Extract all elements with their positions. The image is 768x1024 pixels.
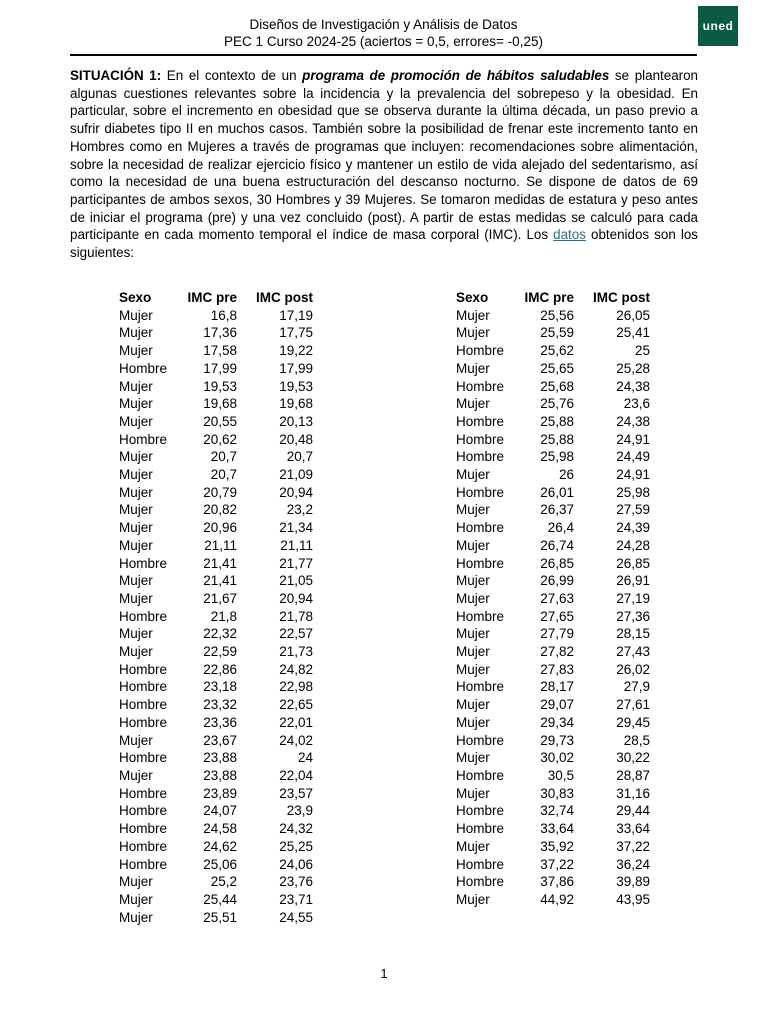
cell-imc-post: 23,71: [279, 891, 313, 907]
table-row: [119, 431, 313, 449]
cell-imc-post: 24,06: [279, 856, 313, 872]
cell-sexo: Hombre: [456, 555, 505, 571]
cell-imc-post: 33,64: [616, 821, 650, 837]
cell-sexo: Hombre: [456, 608, 505, 624]
cell-imc-pre: 35,92: [540, 838, 574, 854]
cell-imc-pre: 28,17: [540, 679, 574, 695]
table-row: [119, 537, 313, 555]
cell-imc-post: 24,02: [279, 732, 313, 748]
table-row: [119, 307, 313, 325]
cell-imc-pre: 25,06: [203, 856, 237, 872]
table-row: [456, 555, 650, 573]
cell-imc-pre: 19,53: [203, 378, 237, 394]
table-row: [119, 342, 313, 360]
cell-imc-post: 27,59: [616, 502, 650, 518]
cell-imc-post: 21,73: [279, 644, 313, 660]
cell-imc-pre: 21,41: [203, 555, 237, 571]
cell-imc-pre: 21,11: [204, 537, 237, 553]
table-row: [456, 891, 650, 909]
cell-imc-post: 21,05: [279, 573, 313, 589]
cell-sexo: Mujer: [119, 378, 153, 394]
cell-imc-post: 30,22: [616, 750, 650, 766]
table-row: [456, 678, 650, 696]
cell-sexo: Mujer: [119, 767, 153, 783]
cell-sexo: Hombre: [456, 732, 505, 748]
cell-imc-pre: 37,86: [540, 874, 574, 890]
cell-imc-post: 22,01: [279, 714, 313, 730]
header-imc-post: IMC post: [256, 290, 313, 305]
cell-imc-pre: 17,36: [203, 325, 237, 341]
cell-sexo: Mujer: [456, 307, 490, 323]
cell-imc-pre: 27,83: [540, 661, 574, 677]
uned-logo: uned: [698, 6, 738, 46]
cell-imc-pre: 22,86: [203, 661, 237, 677]
cell-sexo: Mujer: [119, 484, 153, 500]
cell-sexo: Mujer: [119, 520, 153, 536]
cell-sexo: Hombre: [119, 821, 168, 837]
table-row: [119, 572, 313, 590]
cell-imc-pre: 27,63: [540, 590, 574, 606]
cell-imc-pre: 25,88: [540, 431, 574, 447]
table-row: [119, 856, 313, 874]
cell-imc-post: 20,7: [286, 449, 313, 465]
cell-imc-post: 43,95: [616, 891, 650, 907]
cell-imc-pre: 22,32: [203, 626, 237, 642]
cell-sexo: Mujer: [119, 413, 153, 429]
cell-imc-pre: 26,74: [540, 537, 574, 553]
cell-sexo: Hombre: [119, 661, 168, 677]
intro-part1: En el contexto de un: [161, 68, 303, 83]
table-row: [456, 714, 650, 732]
cell-sexo: Hombre: [456, 449, 505, 465]
cell-sexo: Hombre: [456, 856, 505, 872]
cell-imc-post: 26,91: [616, 573, 650, 589]
table-row: [456, 378, 650, 396]
cell-imc-pre: 44,92: [540, 891, 574, 907]
cell-sexo: Hombre: [456, 821, 505, 837]
cell-sexo: Hombre: [119, 431, 168, 447]
cell-imc-post: 23,2: [286, 502, 313, 518]
table-row: [456, 838, 650, 856]
cell-imc-post: 28,15: [616, 626, 650, 642]
cell-imc-post: 20,13: [279, 413, 313, 429]
table-row: [119, 413, 313, 431]
cell-imc-post: 26,02: [616, 661, 650, 677]
cell-imc-post: 20,48: [279, 431, 313, 447]
cell-sexo: Mujer: [456, 644, 490, 660]
cell-sexo: Mujer: [119, 732, 153, 748]
cell-imc-post: 23,76: [279, 874, 313, 890]
cell-sexo: Mujer: [456, 325, 490, 341]
cell-imc-post: 23,9: [286, 803, 313, 819]
cell-imc-post: 36,24: [616, 856, 650, 872]
cell-sexo: Mujer: [456, 467, 490, 483]
cell-imc-pre: 29,07: [540, 697, 574, 713]
cell-imc-pre: 30,02: [540, 750, 574, 766]
table-row: [456, 625, 650, 643]
cell-imc-pre: 37,22: [540, 856, 574, 872]
cell-imc-post: 19,53: [279, 378, 313, 394]
header-imc-pre: IMC pre: [187, 290, 237, 305]
table-row: [456, 696, 650, 714]
cell-imc-post: 25,25: [279, 838, 313, 854]
cell-imc-post: 19,22: [279, 343, 313, 359]
cell-sexo: Hombre: [119, 697, 168, 713]
cell-imc-pre: 21,67: [203, 590, 237, 606]
cell-imc-pre: 25,59: [540, 325, 574, 341]
table-row: [119, 767, 313, 785]
table-row: [456, 643, 650, 661]
cell-sexo: Mujer: [456, 891, 490, 907]
cell-imc-post: 25,28: [616, 360, 650, 376]
table-row: [119, 519, 313, 537]
cell-imc-pre: 20,82: [203, 502, 237, 518]
table-row: [119, 360, 313, 378]
table-row: [119, 590, 313, 608]
cell-sexo: Mujer: [119, 396, 153, 412]
cell-sexo: Mujer: [456, 573, 490, 589]
cell-sexo: Mujer: [119, 502, 153, 518]
cell-sexo: Hombre: [456, 874, 505, 890]
table-row: [119, 678, 313, 696]
cell-sexo: Hombre: [119, 838, 168, 854]
cell-imc-post: 29,44: [616, 803, 650, 819]
table-row: [456, 307, 650, 325]
table-row: [456, 608, 650, 626]
cell-sexo: Mujer: [456, 396, 490, 412]
cell-imc-post: 24,38: [616, 378, 650, 394]
table-row: [119, 785, 313, 803]
table-row: [119, 484, 313, 502]
table-row: [456, 431, 650, 449]
cell-imc-pre: 25,68: [540, 378, 574, 394]
cell-imc-post: 25,98: [616, 484, 650, 500]
cell-imc-post: 24,49: [616, 449, 650, 465]
cell-imc-post: 24,39: [616, 520, 650, 536]
cell-imc-pre: 23,89: [203, 785, 237, 801]
cell-sexo: Hombre: [456, 803, 505, 819]
cell-sexo: Hombre: [456, 413, 505, 429]
table-row: [119, 625, 313, 643]
table-header-row: [119, 289, 313, 307]
table-row: [456, 360, 650, 378]
cell-imc-pre: 23,88: [203, 767, 237, 783]
table-row: [119, 714, 313, 732]
table-row: [119, 838, 313, 856]
cell-imc-pre: 25,88: [540, 413, 574, 429]
table-row: [119, 501, 313, 519]
cell-imc-pre: 27,65: [540, 608, 574, 624]
cell-imc-post: 24: [297, 750, 313, 766]
cell-imc-pre: 20,7: [210, 449, 237, 465]
cell-sexo: Mujer: [119, 874, 153, 890]
header-sexo: Sexo: [119, 290, 152, 305]
cell-sexo: Mujer: [456, 838, 490, 854]
cell-sexo: Mujer: [456, 697, 490, 713]
cell-imc-post: 29,45: [616, 714, 650, 730]
cell-sexo: Mujer: [119, 449, 153, 465]
page-number: 1: [380, 966, 388, 981]
cell-imc-pre: 25,62: [540, 343, 574, 359]
course-title: Diseños de Investigación y Análisis de Datos: [249, 17, 518, 32]
cell-imc-post: 23,57: [279, 785, 313, 801]
cell-imc-post: 22,57: [279, 626, 313, 642]
cell-imc-post: 24,55: [279, 909, 313, 925]
cell-imc-pre: 32,74: [540, 803, 574, 819]
cell-imc-pre: 25,98: [540, 449, 574, 465]
cell-sexo: Mujer: [456, 750, 490, 766]
cell-imc-pre: 23,36: [203, 714, 237, 730]
situation-text: [70, 67, 698, 262]
cell-imc-post: 20,94: [279, 590, 313, 606]
cell-imc-pre: 26,37: [540, 502, 574, 518]
cell-sexo: Mujer: [119, 537, 153, 553]
cell-imc-post: 17,99: [279, 360, 313, 376]
program-name: programa de promoción de hábitos saludables: [302, 68, 610, 83]
header-imc-post: IMC post: [593, 290, 650, 305]
cell-imc-post: 37,22: [616, 838, 650, 854]
table-row: [119, 466, 313, 484]
table-row: [119, 395, 313, 413]
cell-imc-post: 24,28: [616, 537, 650, 553]
cell-imc-post: 25,41: [616, 325, 650, 341]
intro-part3: obtenidos son los siguientes:: [70, 227, 698, 261]
cell-imc-pre: 33,64: [540, 821, 574, 837]
cell-sexo: Mujer: [456, 502, 490, 518]
table-row: [119, 891, 313, 909]
cell-imc-pre: 27,82: [540, 644, 574, 660]
cell-imc-pre: 30,83: [540, 785, 574, 801]
table-row: [456, 484, 650, 502]
cell-sexo: Mujer: [119, 307, 153, 323]
cell-imc-pre: 16,8: [210, 307, 237, 323]
cell-sexo: Hombre: [119, 750, 168, 766]
cell-imc-post: 24,38: [616, 413, 650, 429]
cell-imc-pre: 23,18: [203, 679, 237, 695]
cell-imc-post: 22,04: [279, 767, 313, 783]
cell-imc-pre: 17,99: [203, 360, 237, 376]
cell-imc-pre: 26,4: [547, 520, 574, 536]
cell-sexo: Hombre: [119, 555, 168, 571]
cell-imc-pre: 27,79: [540, 626, 574, 642]
cell-imc-post: 21,34: [279, 520, 313, 536]
table-row: [119, 732, 313, 750]
cell-sexo: Hombre: [119, 714, 168, 730]
cell-imc-pre: 23,67: [203, 732, 237, 748]
exam-subtitle: PEC 1 Curso 2024-25 (aciertos = 0,5, errores= -0,25): [224, 34, 543, 49]
table-row: [119, 448, 313, 466]
table-row: [456, 413, 650, 431]
cell-imc-pre: 25,44: [203, 891, 237, 907]
cell-imc-post: 28,87: [616, 767, 650, 783]
data-table-left: [119, 289, 313, 926]
cell-imc-pre: 25,51: [203, 909, 237, 925]
table-row: [456, 448, 650, 466]
cell-imc-pre: 19,68: [203, 396, 237, 412]
cell-sexo: Mujer: [456, 785, 490, 801]
cell-imc-pre: 22,59: [203, 644, 237, 660]
cell-imc-post: 26,85: [616, 555, 650, 571]
cell-sexo: Hombre: [456, 343, 505, 359]
cell-imc-post: 21,09: [279, 467, 313, 483]
table-row: [456, 501, 650, 519]
cell-imc-post: 22,98: [279, 679, 313, 695]
header-imc-pre: IMC pre: [524, 290, 574, 305]
cell-sexo: Mujer: [456, 714, 490, 730]
cell-imc-post: 39,89: [616, 874, 650, 890]
cell-sexo: Hombre: [456, 431, 505, 447]
cell-imc-post: 27,19: [616, 590, 650, 606]
cell-imc-pre: 26,99: [540, 573, 574, 589]
table-row: [456, 873, 650, 891]
table-header-row: [456, 289, 650, 307]
cell-imc-post: 20,94: [279, 484, 313, 500]
table-row: [456, 767, 650, 785]
cell-imc-pre: 25,56: [540, 307, 574, 323]
cell-imc-pre: 29,34: [540, 714, 574, 730]
table-row: [456, 749, 650, 767]
cell-sexo: Mujer: [119, 590, 153, 606]
cell-sexo: Hombre: [119, 785, 168, 801]
cell-sexo: Mujer: [456, 661, 490, 677]
cell-sexo: Mujer: [119, 467, 153, 483]
cell-imc-post: 23,6: [623, 396, 650, 412]
table-row: [119, 749, 313, 767]
table-row: [456, 572, 650, 590]
table-row: [456, 537, 650, 555]
cell-imc-pre: 20,62: [203, 431, 237, 447]
cell-imc-post: 28,5: [623, 732, 650, 748]
cell-sexo: Hombre: [119, 679, 168, 695]
table-row: [119, 696, 313, 714]
cell-sexo: Mujer: [119, 573, 153, 589]
table-row: [119, 324, 313, 342]
page-header: [70, 16, 697, 56]
cell-imc-post: 27,61: [616, 697, 650, 713]
cell-imc-post: 26,05: [616, 307, 650, 323]
table-row: [119, 909, 313, 927]
cell-sexo: Mujer: [119, 343, 153, 359]
cell-imc-pre: 23,88: [203, 750, 237, 766]
cell-imc-pre: 26,85: [540, 555, 574, 571]
cell-sexo: Hombre: [456, 484, 505, 500]
table-row: [119, 661, 313, 679]
data-table-right: [456, 289, 650, 909]
table-row: [119, 643, 313, 661]
cell-imc-pre: 21,41: [203, 573, 237, 589]
cell-imc-pre: 24,62: [203, 838, 237, 854]
cell-imc-pre: 26: [558, 467, 574, 483]
table-row: [119, 820, 313, 838]
table-row: [456, 785, 650, 803]
table-row: [119, 608, 313, 626]
cell-imc-pre: 26,01: [540, 484, 574, 500]
cell-imc-post: 17,75: [279, 325, 313, 341]
table-row: [456, 661, 650, 679]
table-row: [456, 820, 650, 838]
cell-imc-post: 27,36: [616, 608, 650, 624]
cell-sexo: Mujer: [119, 626, 153, 642]
cell-imc-post: 17,19: [279, 307, 313, 323]
cell-sexo: Mujer: [456, 626, 490, 642]
header-sexo: Sexo: [456, 290, 489, 305]
cell-sexo: Hombre: [456, 679, 505, 695]
cell-sexo: Mujer: [456, 360, 490, 376]
table-row: [456, 342, 650, 360]
cell-imc-pre: 25,2: [210, 874, 237, 890]
table-row: [456, 395, 650, 413]
situation-label: SITUACIÓN 1:: [70, 68, 162, 83]
cell-imc-pre: 30,5: [547, 767, 574, 783]
cell-imc-post: 24,91: [616, 467, 650, 483]
cell-imc-post: 19,68: [279, 396, 313, 412]
cell-sexo: Hombre: [119, 856, 168, 872]
cell-sexo: Mujer: [119, 891, 153, 907]
cell-imc-pre: 24,07: [203, 803, 237, 819]
table-row: [456, 324, 650, 342]
data-link[interactable]: datos: [553, 227, 586, 243]
cell-imc-pre: 20,96: [203, 520, 237, 536]
table-row: [456, 732, 650, 750]
table-row: [456, 590, 650, 608]
cell-sexo: Mujer: [119, 325, 153, 341]
cell-imc-post: 24,91: [616, 431, 650, 447]
table-row: [119, 555, 313, 573]
cell-imc-pre: 20,79: [203, 484, 237, 500]
cell-imc-pre: 29,73: [540, 732, 574, 748]
table-row: [456, 519, 650, 537]
cell-imc-pre: 25,76: [540, 396, 574, 412]
table-row: [119, 802, 313, 820]
table-row: [119, 873, 313, 891]
table-row: [456, 856, 650, 874]
cell-imc-pre: 23,32: [203, 697, 237, 713]
cell-imc-post: 22,65: [279, 697, 313, 713]
cell-sexo: Mujer: [456, 590, 490, 606]
cell-imc-pre: 21,8: [210, 608, 237, 624]
cell-sexo: Mujer: [456, 537, 490, 553]
cell-sexo: Hombre: [119, 360, 168, 376]
cell-imc-pre: 20,7: [210, 467, 237, 483]
cell-imc-post: 21,77: [279, 555, 313, 571]
cell-imc-pre: 24,58: [203, 821, 237, 837]
cell-sexo: Hombre: [456, 378, 505, 394]
cell-sexo: Hombre: [119, 803, 168, 819]
intro-part2: se plantearon algunas cuestiones relevantes sobre la incidencia y la prevalencia del sobrepeso y la obesidad. En particular, sobre el incremento en obesidad que se observa durante la última década, un paso previo a sufrir diabetes tipo II en muchos casos. También sobre la posibilidad de frenar este incremento tanto en Hombres como en Mujeres a través de programas que incluyen: recomendaciones sobre alimentación, sobre la necesidad de realizar ejercicio físico y mantener un estilo de vida alejado del sedentarismo, así como la necesidad de una buena estructuración del descanso nocturno. Se dispone de datos de 69 participantes de ambos sexos, 30 Hombres y 39 Mujeres. Se tomaron medidas de estatura y peso antes de iniciar el programa (pre) y una vez concluido (post). A partir de estas medidas se calculó para cada participante en cada momento temporal el índice de masa corporal (IMC). Los: [70, 68, 698, 243]
cell-sexo: Mujer: [119, 644, 153, 660]
cell-imc-post: 31,16: [616, 785, 650, 801]
table-row: [456, 466, 650, 484]
cell-sexo: Hombre: [119, 608, 168, 624]
cell-sexo: Hombre: [456, 767, 505, 783]
cell-sexo: Mujer: [119, 909, 153, 925]
cell-imc-post: 24,82: [279, 661, 313, 677]
cell-imc-post: 27,9: [623, 679, 650, 695]
cell-imc-post: 21,11: [280, 537, 313, 553]
cell-imc-pre: 17,58: [203, 343, 237, 359]
table-row: [456, 802, 650, 820]
table-row: [119, 378, 313, 396]
cell-imc-post: 24,32: [279, 821, 313, 837]
cell-imc-post: 27,43: [616, 644, 650, 660]
cell-imc-pre: 20,55: [203, 413, 237, 429]
cell-imc-pre: 25,65: [540, 360, 574, 376]
cell-sexo: Hombre: [456, 520, 505, 536]
cell-imc-post: 25: [634, 343, 650, 359]
cell-imc-post: 21,78: [279, 608, 313, 624]
